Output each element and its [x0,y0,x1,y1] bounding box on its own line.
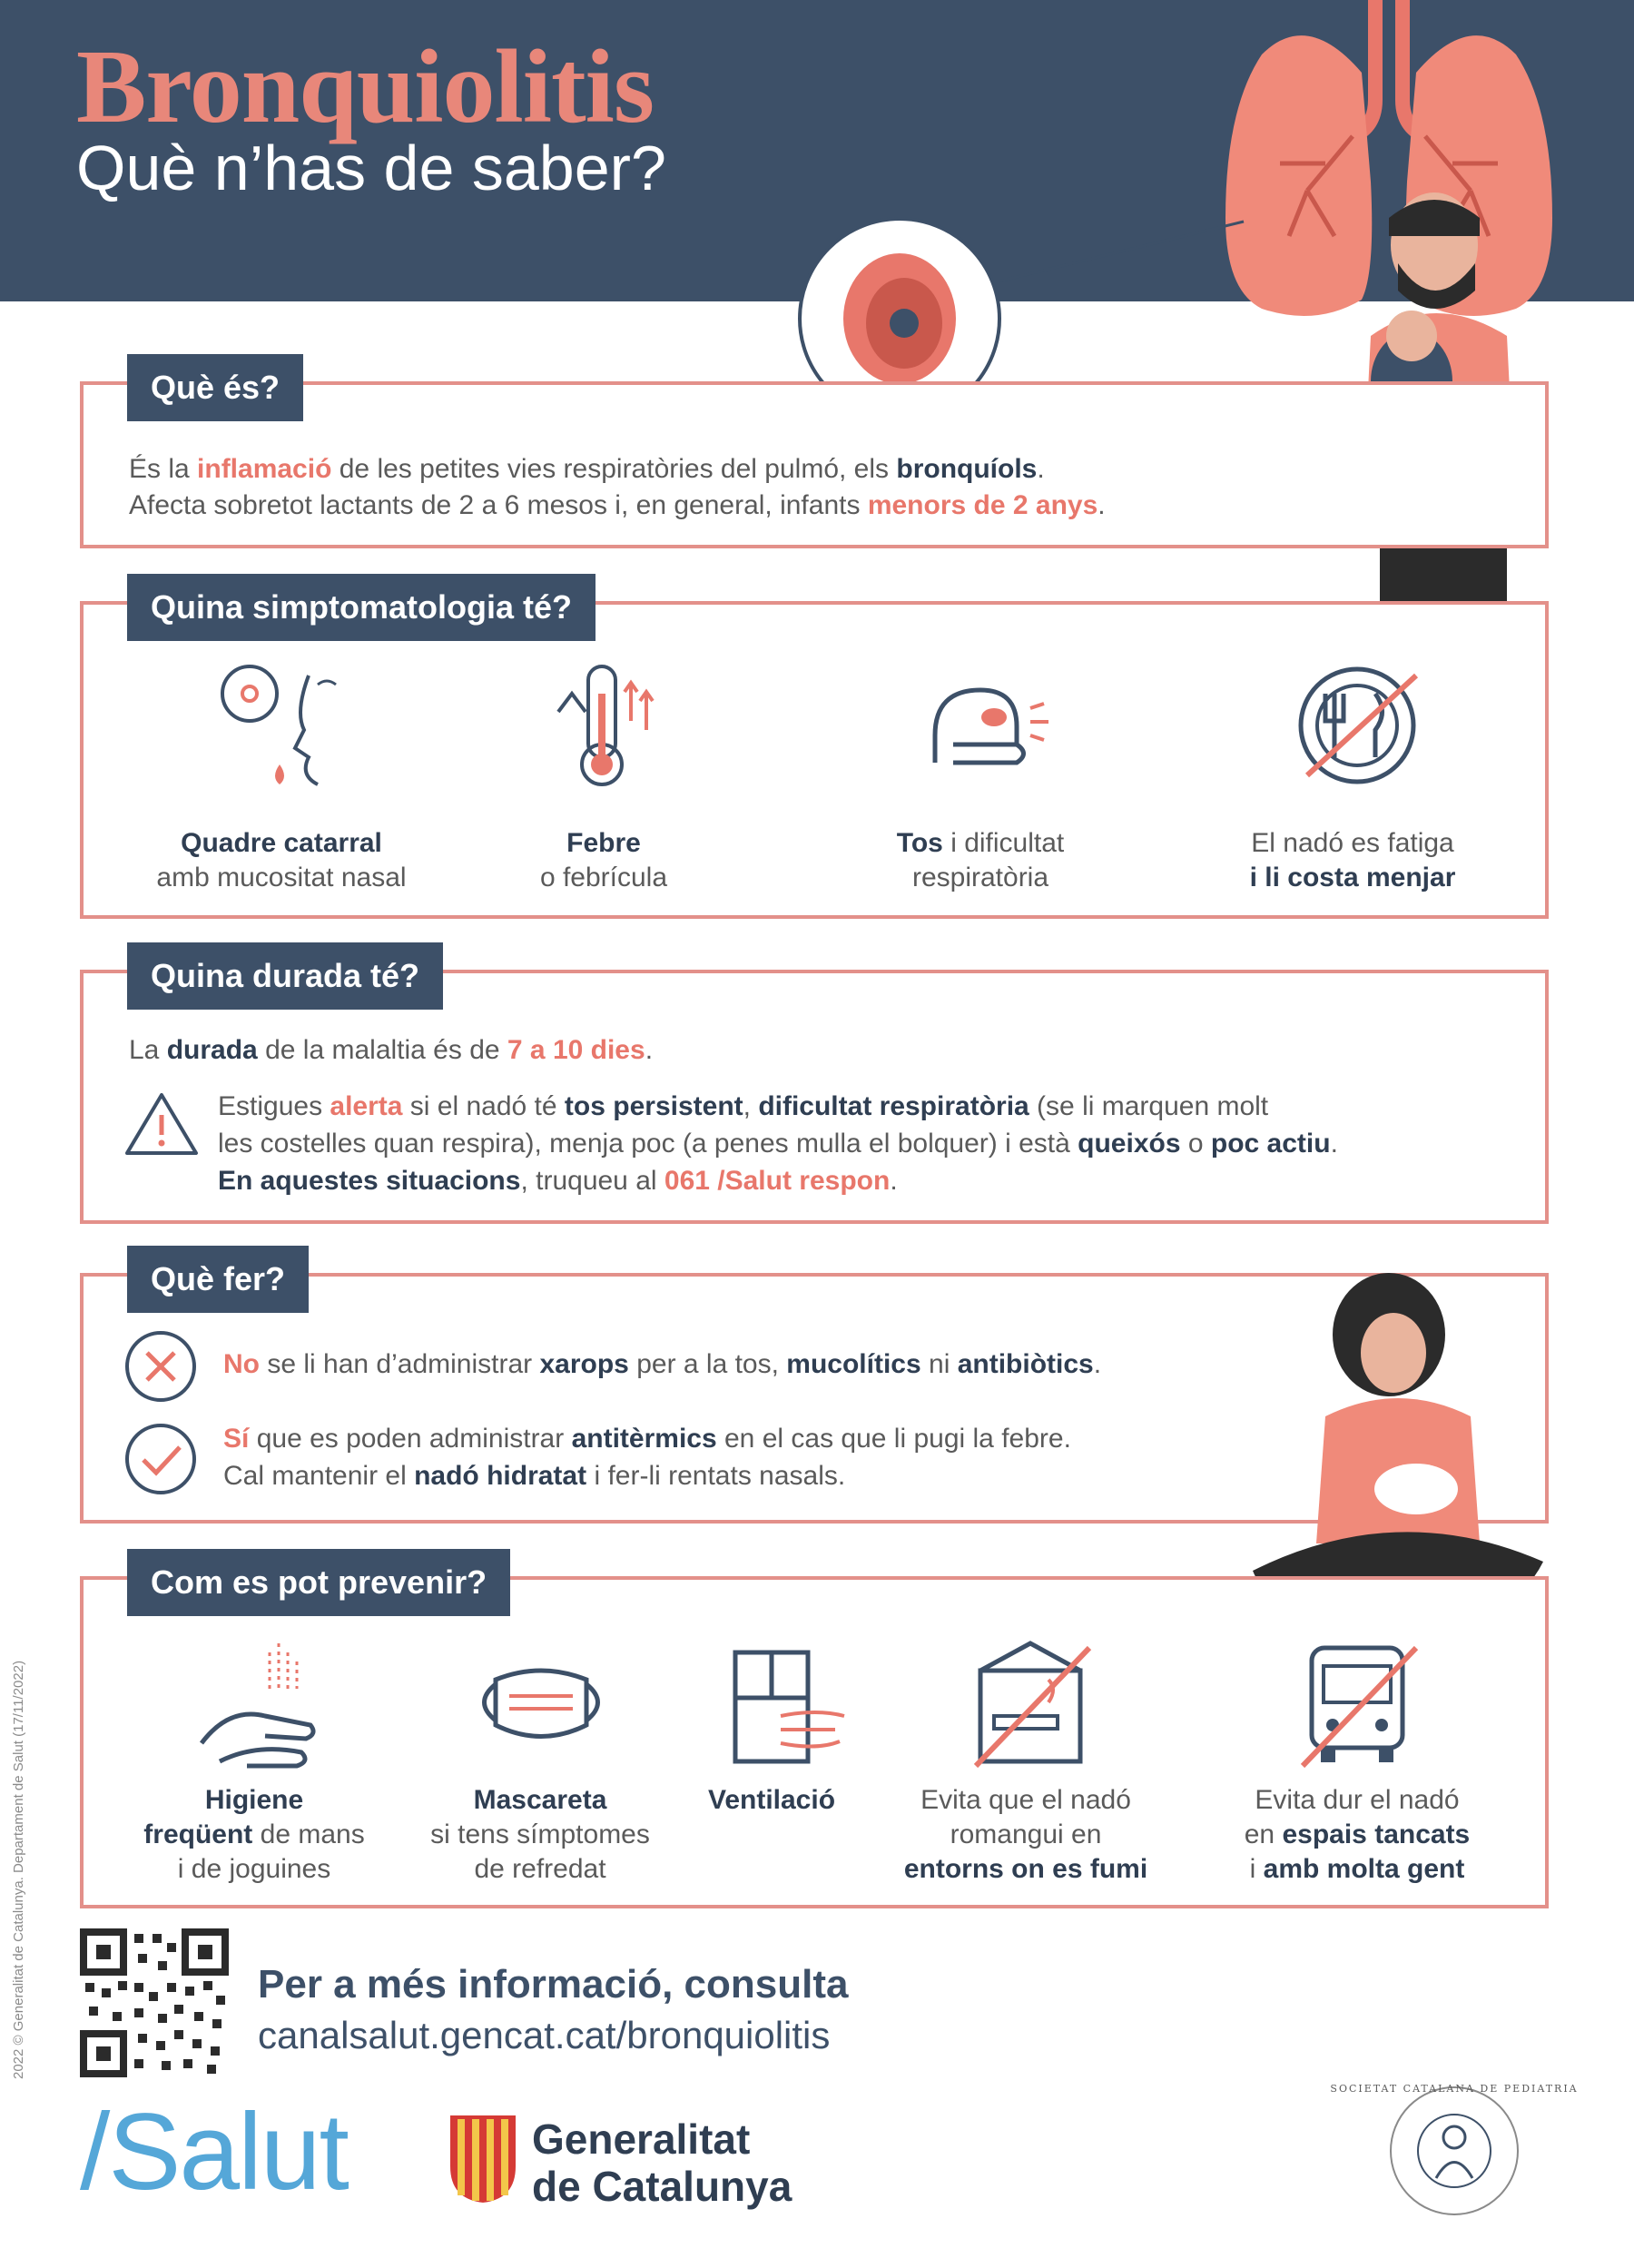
what-line-1: És la inflamació de les petites vies respiratòries del pulmó, els bronquíols. [129,454,1045,484]
more-info-url-link[interactable]: canalsalut.gencat.cat/bronquiolitis [258,2014,831,2056]
mask-icon [468,1662,614,1752]
generalitat-emblem-icon [447,2112,519,2206]
no-eating-icon [1289,657,1425,794]
alert-line-2: les costelles quan respira), menja poc (a penes mulla el bolquer) i està queixós o poc actiu. [218,1129,1338,1159]
salut-logo: /Salut [80,2091,348,2213]
section-duration-heading: Quina durada té? [127,942,443,1010]
section-todo-heading: Què fer? [127,1246,309,1313]
no-bus-icon [1289,1634,1425,1770]
duration-line: La durada de la malaltia és de 7 a 10 dies. [129,1035,654,1065]
symptom-caption-4: El nadó es fatiga i li costa menjar [1249,828,1456,892]
prevent-caption-5: Evita dur el nadó en espais tancats i amb molta gent [1244,1785,1471,1884]
what-line-2: Afecta sobretot lactants de 2 a 6 mesos i, en general, infants menors de 2 anys. [129,490,1106,520]
todo-no-line: No se li han d’administrar xarops per a la tos, mucolítics ni antibiòtics. [223,1349,1102,1379]
page-subtitle: Què n’has de saber? [76,133,666,203]
thermometer-icon [545,657,663,794]
page-title: Bronquiolitis [76,29,654,145]
more-info-block [258,1959,848,2061]
zoom-connector-line [999,218,1253,291]
prevent-caption-2: Mascareta si tens símptomes de refredat [430,1785,650,1884]
prevent-caption-4: Evita que el nadó romangui en entorns on es fumi [903,1785,1148,1884]
cough-icon [917,672,1053,781]
warning-icon [123,1090,200,1159]
section-prevent-heading: Com es pot prevenir? [127,1549,510,1616]
cross-circle-icon [123,1329,198,1404]
hand-washing-icon [192,1634,320,1770]
seal-text: SOCIETAT CATALANA DE PEDIATRIA [1330,2083,1579,2095]
alert-line-1: Estigues alerta si el nadó té tos persistent, dificultat respiratòria (se li marquen molt [218,1091,1269,1121]
qr-code[interactable] [80,1928,229,2077]
check-circle-icon [123,1422,198,1496]
no-smoking-icon [962,1634,1098,1770]
symptom-caption-3: Tos i dificultat respiratòria [896,828,1065,892]
window-ventilation-icon [726,1643,853,1770]
credit-line: 2022 © Generalitat de Catalunya. Departament de Salut (17/11/2022) [11,1660,26,2079]
prevent-caption-3: Ventilació [707,1785,836,1815]
generalitat-logo-text: Generalitat de Catalunya [532,2115,792,2210]
todo-yes-line-2: Cal mantenir el nadó hidratat i fer-li rentats nasals. [223,1461,846,1491]
todo-yes-line-1: Sí que es poden administrar antitèrmics en el cas que li pugi la febre. [223,1424,1071,1454]
symptom-caption-2: Febre o febrícula [539,828,668,892]
prevent-caption-1: Higiene freqüent de mans i de joguines [143,1785,365,1884]
more-info-title: Per a més informació, consulta [258,1962,849,2007]
section-symptoms-heading: Quina simptomatologia té? [127,574,596,641]
section-what-heading: Què és? [127,354,303,421]
face-sneeze-icon [209,657,354,794]
alert-line-3: En aquestes situacions, truqueu al 061 /Salut respon. [218,1166,898,1196]
pediatrics-society-seal [1330,2074,1579,2228]
symptom-caption-1: Quadre catarral amb mucositat nasal [156,828,407,892]
